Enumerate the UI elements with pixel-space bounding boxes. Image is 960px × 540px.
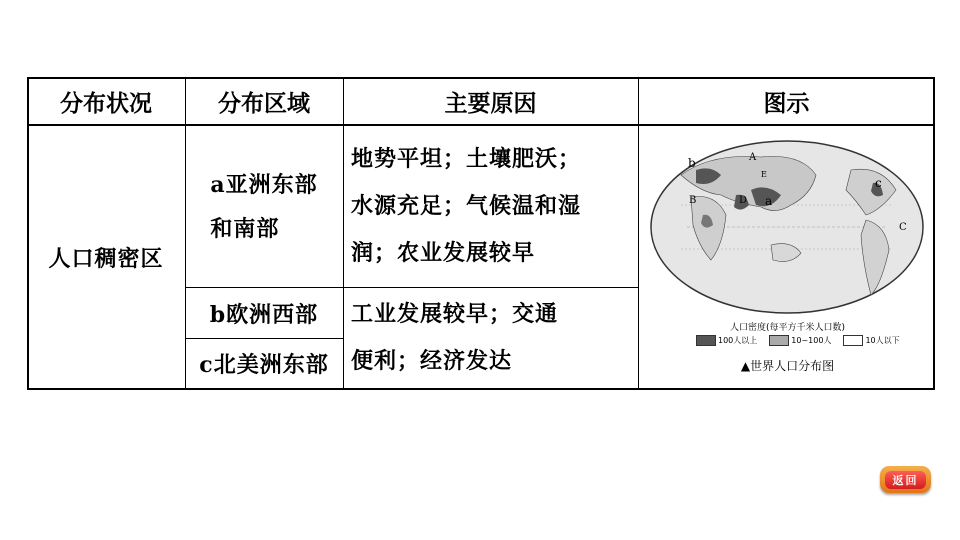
header-figure: 图示 xyxy=(763,90,810,117)
back-button-label: 返回 xyxy=(885,471,926,489)
header-region: 分布区域 xyxy=(218,90,310,117)
header-status: 分布状况 xyxy=(60,90,152,117)
header-reason: 主要原因 xyxy=(444,90,537,117)
map-caption: ▲世界人口分布图 xyxy=(740,359,835,373)
legend-item-low: 10人以下 xyxy=(843,335,899,346)
map-label-a: a xyxy=(765,194,773,208)
world-map-image xyxy=(641,135,934,320)
map-label-E: E xyxy=(761,170,767,179)
legend-title: 人口密度(每平方千米人口数) xyxy=(729,323,846,333)
legend xyxy=(696,335,900,346)
back-button[interactable] xyxy=(880,466,931,493)
map-label-B: B xyxy=(689,195,697,206)
map-label-D: D xyxy=(739,195,748,206)
region-west-europe: b欧洲西部 xyxy=(209,301,319,328)
legend-item-medium: 10~100人 xyxy=(769,335,831,346)
map-label-C: C xyxy=(899,222,907,233)
map-label-A: A xyxy=(749,152,757,163)
world-population-map-figure xyxy=(641,135,934,389)
reason-asia: 地势平坦；土壤肥沃； 水源充足；气候温和湿 润；农业发展较早 xyxy=(351,146,582,266)
region-east-south-asia: a亚洲东部 和南部 xyxy=(210,171,318,242)
status-dense-area: 人口稠密区 xyxy=(48,245,164,272)
legend-item-high: 100人以上 xyxy=(696,335,757,346)
map-label-b: b xyxy=(688,156,696,170)
reason-europe-na: 工业发展较早；交通 便利；经济发达 xyxy=(351,301,559,374)
distribution-table xyxy=(27,77,935,390)
map-label-c: c xyxy=(875,176,882,190)
region-east-north-america: c北美洲东部 xyxy=(199,352,329,378)
